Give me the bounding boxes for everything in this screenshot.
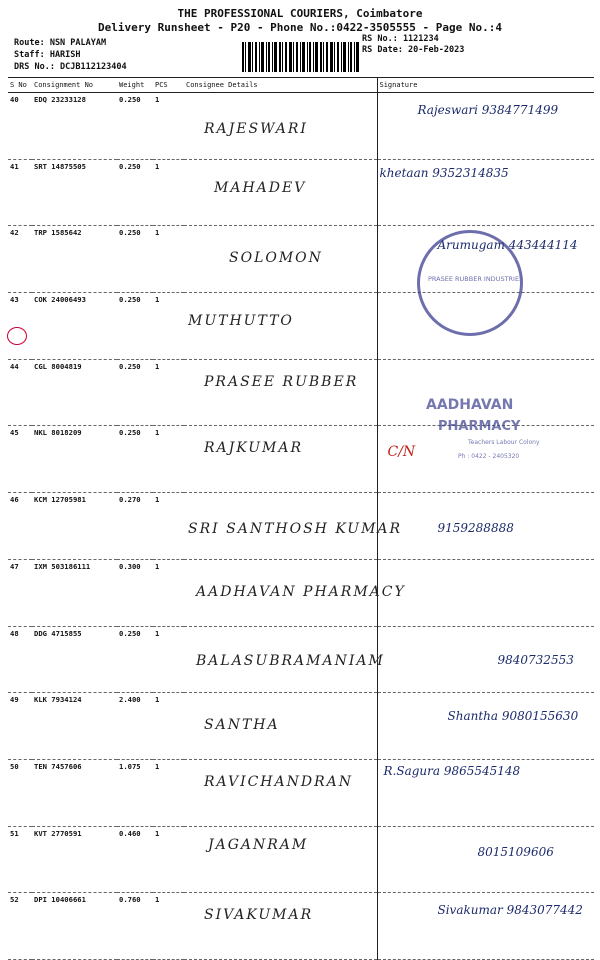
table-row — [8, 626, 594, 693]
col-signature: Signature — [377, 78, 594, 93]
row-weight: 0.270 — [117, 493, 153, 560]
row-consignee-cell — [184, 493, 403, 560]
row-consignee: BALASUBRAMANIAM — [196, 652, 385, 669]
row-sno: 52 — [8, 893, 32, 960]
row-consignee: RAJESWARI — [204, 121, 308, 137]
row-consignment: KLK 7934124 — [32, 693, 117, 760]
row-signature: 9840732553 — [497, 652, 574, 667]
row-signature-cell — [377, 93, 594, 160]
table-row — [8, 826, 594, 893]
row-consignment: TRP 1585642 — [32, 226, 117, 293]
row-consignee-cell — [184, 359, 377, 426]
row-pcs: 1 — [153, 493, 184, 560]
route-label: Route: NSN PALAYAM — [14, 38, 107, 48]
row-consignee-cell — [184, 159, 377, 226]
rs-date-label: RS Date: 20-Feb-2023 — [362, 45, 465, 55]
stamp-pharmacy-name: AADHAVAN — [426, 397, 514, 413]
row-consignee-cell — [184, 759, 377, 826]
row-signature: 9159288888 — [437, 521, 514, 536]
row-consignee-cell — [184, 426, 377, 493]
row-sno: 48 — [8, 626, 32, 693]
runsheet-table — [8, 77, 594, 960]
table-row — [8, 93, 594, 160]
row-signature-cell — [377, 826, 594, 893]
row-weight: 0.760 — [117, 893, 153, 960]
drs-label: DRS No.: DCJB112123404 — [14, 62, 127, 72]
stamp-pharmacy-address: Teachers Labour Colony — [468, 439, 540, 446]
row-signature: Arumugam 443444114 — [437, 238, 578, 253]
row-weight: 0.250 — [117, 93, 153, 160]
col-weight: Weight — [117, 78, 153, 93]
row-consignee: SRI SANTHOSH KUMAR — [188, 521, 403, 538]
row-consignee: JAGANRAM — [208, 836, 309, 853]
row-pcs: 1 — [153, 559, 184, 626]
runsheet-title: Delivery Runsheet - P20 - Phone No.:0422-3505555 - Page No.:4 — [98, 21, 502, 34]
col-consignee: Consignee Details — [184, 78, 377, 93]
row-sno: 42 — [8, 226, 32, 293]
row-pcs: 1 — [153, 93, 184, 160]
prasee-rubber-stamp — [417, 230, 523, 336]
staff-label: Staff: HARISH — [14, 50, 81, 60]
row-consignment: KVT 2770591 — [32, 826, 117, 893]
row-consignee: PRASEE RUBBER — [204, 373, 359, 390]
row-pcs: 1 — [153, 693, 184, 760]
row-signature: 8015109606 — [477, 844, 554, 859]
row-consignee: SOLOMON — [229, 250, 323, 267]
barcode — [242, 42, 360, 72]
row-sno: 51 — [8, 826, 32, 893]
row-sno: 45 — [8, 426, 32, 493]
row-signature-cell — [377, 693, 594, 760]
row-consignee-cell — [184, 226, 377, 293]
row-weight: 0.250 — [117, 359, 153, 426]
row-consignee-cell — [184, 626, 385, 693]
row-pcs: 1 — [153, 293, 184, 360]
row-pcs: 1 — [153, 826, 184, 893]
row-sno: 40 — [8, 93, 32, 160]
row-weight: 2.400 — [117, 693, 153, 760]
row-consignee-cell — [184, 893, 377, 960]
row-weight: 0.250 — [117, 626, 153, 693]
row-pcs: 1 — [153, 759, 184, 826]
row-signature: Rajeswari 9384771499 — [417, 103, 559, 117]
company-name: THE PROFESSIONAL COURIERS, Coimbatore — [177, 7, 423, 20]
row-weight: 0.250 — [117, 293, 153, 360]
rs-no-label: RS No.: 1121234 — [362, 34, 439, 44]
row-sno: 41 — [8, 159, 32, 226]
row-signature: Sivakumar 9843077442 — [437, 903, 583, 918]
row-weight: 0.300 — [117, 559, 153, 626]
row-consignment: COK 24006493 — [32, 293, 117, 360]
row-signature: Shantha 9080155630 — [447, 709, 579, 724]
row-sno: 47 — [8, 559, 32, 626]
row-consignment: NKL 8018209 — [32, 426, 117, 493]
row-sno: 46 — [8, 493, 32, 560]
row-signature-cell — [377, 559, 594, 626]
row-signature-cell — [377, 759, 594, 826]
row-signature: C/N — [387, 444, 416, 461]
row-sno: 44 — [8, 359, 32, 426]
row-consignment: CGL 8004819 — [32, 359, 117, 426]
aadhavan-pharmacy-stamp — [398, 393, 584, 468]
row-pcs: 1 — [153, 626, 184, 693]
row-consignee: SIVAKUMAR — [204, 907, 314, 924]
row-consignee: SANTHA — [204, 717, 280, 734]
table-header-row — [8, 78, 594, 93]
table-row — [8, 693, 594, 760]
row-weight: 1.075 — [117, 759, 153, 826]
row-weight: 0.250 — [117, 159, 153, 226]
row-consignee-cell — [184, 93, 377, 160]
row-pcs: 1 — [153, 226, 184, 293]
col-pcs: PCS — [153, 78, 184, 93]
row-consignment: SRT 14875505 — [32, 159, 117, 226]
row-pcs: 1 — [153, 893, 184, 960]
row-sno: 49 — [8, 693, 32, 760]
row-consignment: KCM 12705981 — [32, 493, 117, 560]
row-consignee-cell — [184, 826, 377, 893]
row-consignment: IXM 503186111 — [32, 559, 117, 626]
row-consignment: TEN 7457606 — [32, 759, 117, 826]
row-weight: 0.250 — [117, 426, 153, 493]
row-pcs: 1 — [153, 359, 184, 426]
table-row — [8, 759, 594, 826]
stamp-pharmacy-phone: Ph : 0422 - 2405320 — [458, 453, 520, 460]
row-weight: 0.460 — [117, 826, 153, 893]
row-weight: 0.250 — [117, 226, 153, 293]
table-row — [8, 893, 594, 960]
sno-45-circle-mark — [7, 327, 27, 345]
table-row — [8, 159, 594, 226]
row-consignment: EDQ 23233128 — [32, 93, 117, 160]
row-signature-cell — [377, 159, 594, 226]
row-signature: R.Sagura 9865545148 — [383, 763, 521, 778]
stamp-pharmacy-word: PHARMACY — [438, 419, 521, 434]
row-consignee-cell — [184, 693, 377, 760]
row-consignee-cell — [184, 293, 377, 360]
row-consignee: AADHAVAN PHARMACY — [196, 583, 406, 600]
table-row — [8, 559, 594, 626]
table-row — [8, 493, 594, 560]
row-signature-cell — [377, 893, 594, 960]
stamp-circle-text: PRASEE RUBBER INDUSTRIES — [428, 275, 524, 283]
row-signature: khetaan 9352314835 — [379, 165, 509, 180]
row-consignee: MAHADEV — [214, 179, 307, 196]
row-pcs: 1 — [153, 426, 184, 493]
col-sno: S No — [8, 78, 32, 93]
row-consignee-cell — [184, 559, 406, 626]
row-consignment: DDG 4715855 — [32, 626, 117, 693]
row-consignment: DPI 10406661 — [32, 893, 117, 960]
row-consignee: RAJKUMAR — [204, 440, 304, 457]
row-sno: 50 — [8, 759, 32, 826]
col-consignment: Consignment No — [32, 78, 117, 93]
row-signature-cell — [377, 626, 594, 693]
row-pcs: 1 — [153, 159, 184, 226]
row-sno: 43 — [8, 293, 32, 360]
row-consignee: MUTHUTTO — [188, 313, 294, 330]
row-signature-cell — [377, 493, 594, 560]
row-consignee: RAVICHANDRAN — [204, 773, 354, 790]
